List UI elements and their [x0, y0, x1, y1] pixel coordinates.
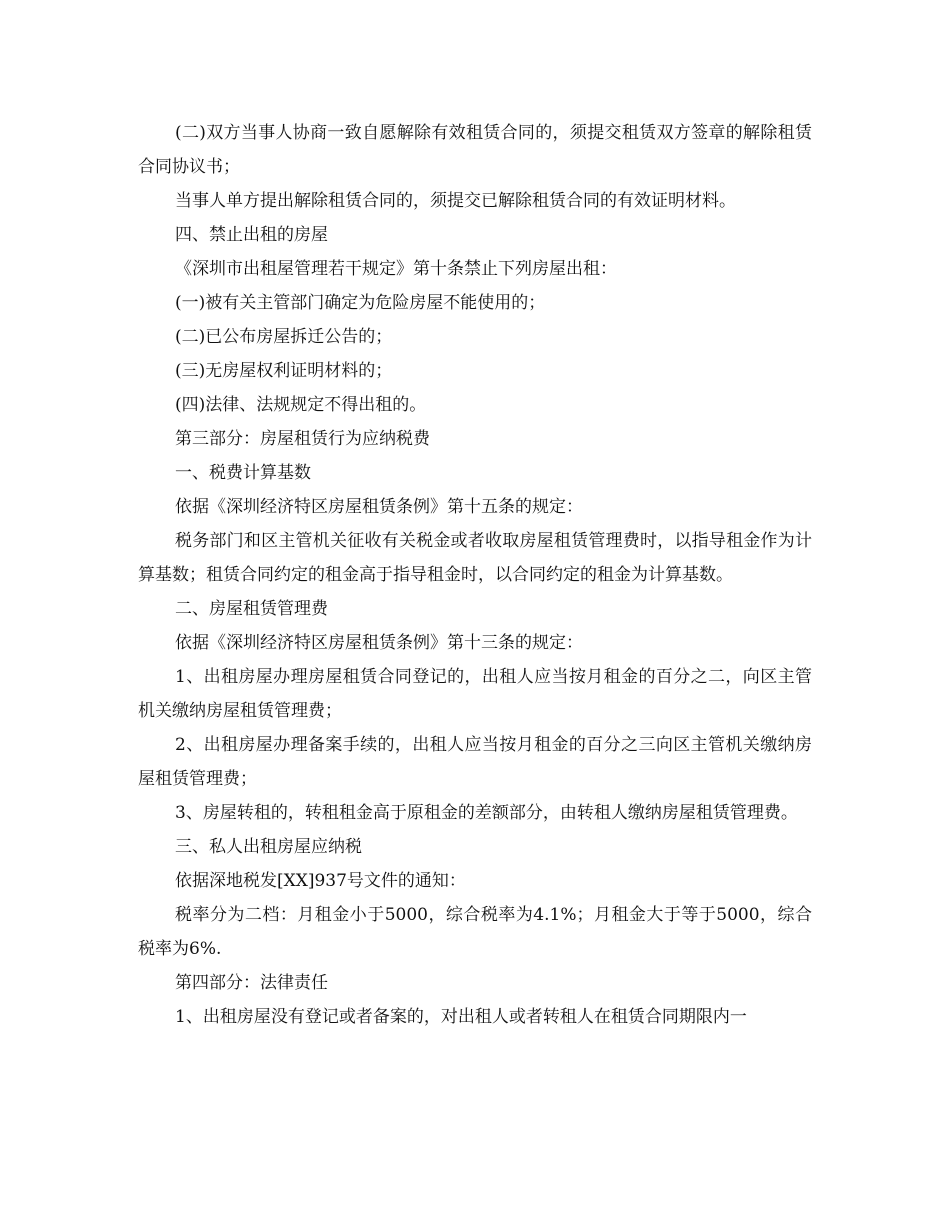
list-item-fee-sublease: 3、房屋转租的，转租租金高于原租金的差额部分，由转租人缴纳房屋租赁管理费。 — [175, 803, 798, 823]
list-item-legally-prohibited: (四)法律、法规规定不得出租的。 — [175, 395, 427, 415]
paragraph-regulation-article-10: 《深圳市出租屋管理若干规定》第十条禁止下列房屋出租： — [175, 259, 617, 279]
list-item-demolition-notice: (二)已公布房屋拆迁公告的； — [175, 327, 393, 347]
heading-management-fee: 二、房屋租赁管理费 — [175, 599, 328, 619]
paragraph-termination-unilateral: 当事人单方提出解除租赁合同的，须提交已解除租赁合同的有效证明材料。 — [175, 191, 736, 211]
paragraph-tax-base-rule: 税务部门和区主管机关征收有关税金或者收取房屋租赁管理费时，以指导租金作为计算基数；租赁合同约定的租金高于指导租金时，以合同约定的租金为计算基数。 — [138, 531, 812, 585]
heading-tax-base: 一、税费计算基数 — [175, 463, 311, 483]
list-item-fee-filing: 2、出租房屋办理备案手续的，出租人应当按月租金的百分之三向区主管机关缴纳房屋租赁管理费； — [138, 735, 812, 789]
heading-private-rental-tax: 三、私人出租房屋应纳税 — [175, 837, 362, 857]
paragraph-termination-mutual: (二)双方当事人协商一致自愿解除有效租赁合同的，须提交租赁双方签章的解除租赁合同协议书； — [138, 123, 812, 177]
paragraph-tax-rates: 税率分为二档：月租金小于5000，综合税率为4.1%；月租金大于等于5000，综合税率为6%. — [138, 905, 812, 959]
paragraph-liability-unregistered: 1、出租房屋没有登记或者备案的，对出租人或者转租人在租赁合同期限内一 — [175, 1007, 747, 1027]
paragraph-tax-notice: 依据深地税发[XX]937号文件的通知： — [175, 871, 466, 891]
heading-prohibited-housing: 四、禁止出租的房屋 — [175, 225, 328, 245]
heading-part-three-taxes: 第三部分：房屋租赁行为应纳税费 — [175, 429, 430, 449]
list-item-fee-registration: 1、出租房屋办理房屋租赁合同登记的，出租人应当按月租金的百分之二，向区主管机关缴纳房屋租赁管理费； — [138, 667, 812, 721]
list-item-no-ownership-proof: (三)无房屋权利证明材料的； — [175, 361, 393, 381]
heading-part-four-liability: 第四部分：法律责任 — [175, 973, 328, 993]
list-item-dangerous-housing: (一)被有关主管部门确定为危险房屋不能使用的； — [175, 293, 546, 313]
paragraph-article-13: 依据《深圳经济特区房屋租赁条例》第十三条的规定： — [175, 633, 583, 653]
paragraph-article-15: 依据《深圳经济特区房屋租赁条例》第十五条的规定： — [175, 497, 583, 517]
